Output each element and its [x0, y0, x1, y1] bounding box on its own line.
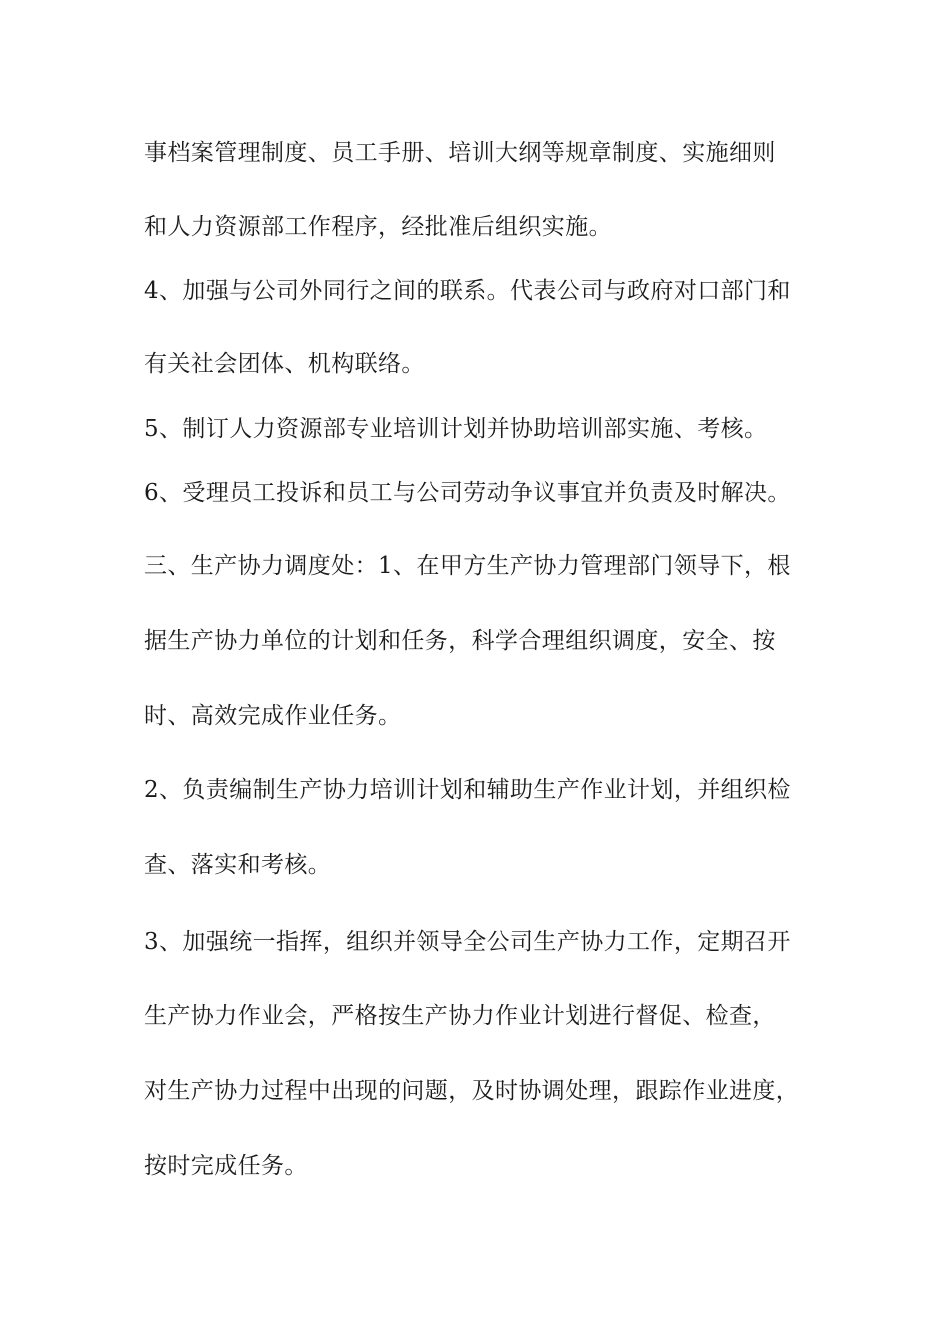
text-line: 生产协力作业会，严格按生产协力作业计划进行督促、检查， — [144, 1003, 776, 1029]
text-line: 3、加强统一指挥，组织并领导全公司生产协力工作，定期召开 — [144, 929, 791, 955]
text-line: 有关社会团体、机构联络。 — [144, 351, 425, 377]
text-line: 按时完成任务。 — [144, 1153, 308, 1179]
text-line: 2、负责编制生产协力培训计划和辅助生产作业计划，并组织检 — [144, 777, 791, 803]
text-line: 时、高效完成作业任务。 — [144, 703, 402, 729]
text-line: 6、受理员工投诉和员工与公司劳动争议事宜并负责及时解决。 — [144, 480, 791, 506]
text-line: 对生产协力过程中出现的问题，及时协调处理，跟踪作业进度， — [144, 1078, 800, 1104]
text-line: 三、生产协力调度处：1、在甲方生产协力管理部门领导下，根 — [144, 553, 791, 579]
text-line: 4、加强与公司外同行之间的联系。代表公司与政府对口部门和 — [144, 278, 791, 304]
text-line: 据生产协力单位的计划和任务，科学合理组织调度，安全、按 — [144, 628, 776, 654]
text-line: 事档案管理制度、员工手册、培训大纲等规章制度、实施细则 — [144, 140, 776, 166]
text-line: 查、落实和考核。 — [144, 852, 332, 878]
text-line: 和人力资源部工作程序，经批准后组织实施。 — [144, 214, 612, 240]
text-line: 5、制订人力资源部专业培训计划并协助培训部实施、考核。 — [144, 416, 768, 442]
